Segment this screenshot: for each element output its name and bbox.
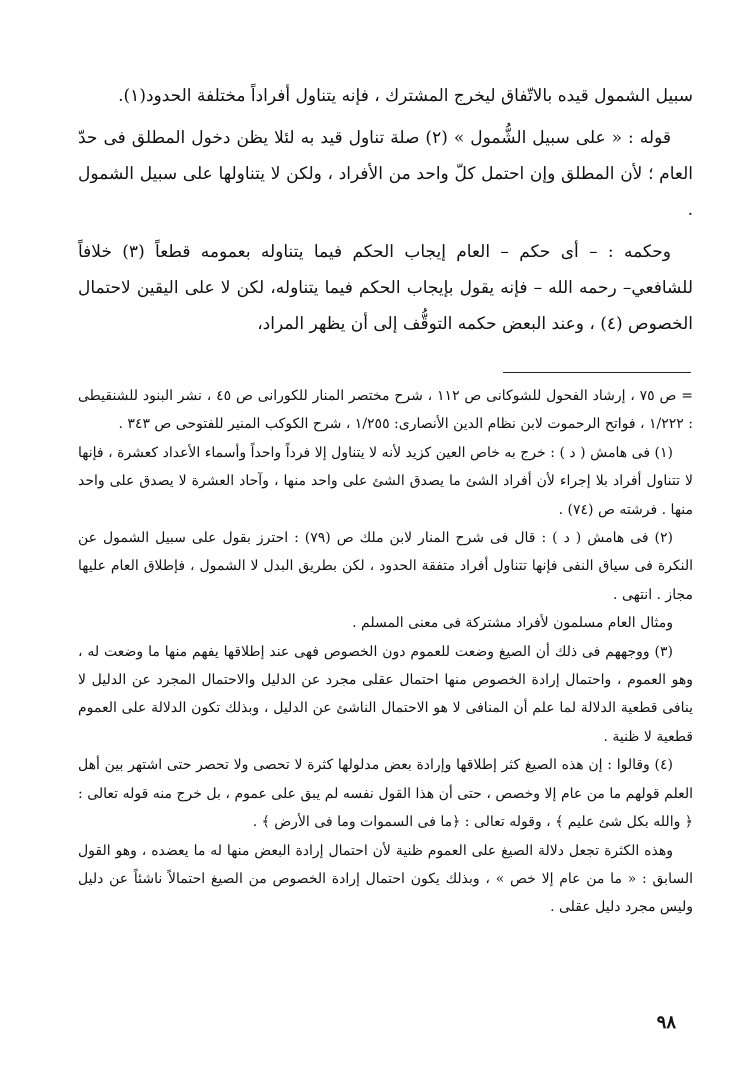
main-paragraph-2: قوله : « على سبيل الشُّمول » (٢) صلة تناول قيد به لئلا يظن دخول المطلق فى حدّ العام ؛ لأن المطلق وإن احتمل كلّ واحد من الأفراد ، ولكن لا يتناولها على سبيل الشمول . [78, 128, 693, 220]
footnote-2: (٢) فى هامش ( د ) : قال فى شرح المنار لابن ملك ص (٧٩) : احترز بقول على سبيل الشمول عن النكرة فى سياق النفى فإنها تتناول أفراد متفقة الحدود ، لكن بطريق البدل لا الشمول ، فإطلاق العام عليها مجاز . انتهى . [78, 530, 693, 603]
footnote-4-addendum: وهذه الكثرة تجعل دلالة الصيغ على العموم ظنية لأن احتمال إرادة البعض منها له ما يعضده ، وهو القول السابق : « ما من عام إلا خص » ، وبذلك يكون احتمال إرادة الخصوص من الصيغ احتمالاً ناشئاً عن دليل وليس مجرد دليل عقلى . [78, 842, 693, 916]
footnotes [78, 382, 693, 922]
main-paragraph-3: وحكمه : – أى حكم – العام إيجاب الحكم فيما يتناوله بعمومه قطعاً (٣) خلافاً للشافعي– رحمه الله – فإنه يقول بإيجاب الحكم فيما يتناوله، لكن لا على اليقين لاحتمال الخصوص (٤) ، وعند البعض حكمه التوقُّف إلى أن يظهر المراد، [78, 242, 693, 334]
footnote-separator [503, 372, 691, 373]
footnote-continuation: = ص ٧٥ ، إرشاد الفحول للشوكانى ص ١١٢ ، شرح مختصر المنار للكورانى ص ٤٥ ، نشر البنود للشنقيطى : ١/٢٢٢ ، فواتح الرحموت لابن نظام الدين الأنصارى: ١/٢٥٥ ، شرح الكوكب المنير للفتوحى ص ٣٤٣ . [78, 388, 694, 433]
footnote-3: (٣) ووجههم فى ذلك أن الصيغ وضعت للعموم دون الخصوص فهى عند إطلاقها يفهم منها ما وضعت له ، وهو العموم ، واحتمال إرادة الخصوص منها احتمال عقلى مجرد عن الدليل والاحتمال المجرد عن الدليل لا ينافى قطعية الدلالة لما علم أن المنافى لا هو الاحتمال الناشئ عن الدليل ، وبذلك تكون الدلالة على العموم قطعية لا ظنية . [78, 643, 693, 745]
main-text [78, 78, 693, 348]
footnote-1: (١) فى هامش ( د ) : خرج به خاص العين كزيد لأنه لا يتناول إلا فرداً واحداً وأسماء الأعداد كعشرة ، فإنها لا تتناول أفراد بلا إجراء لأن أفراد الشئ ما يصدق الشئ على واحد منها ، وآحاد العشرة لا يصدق على واحد منها . فرشته ص (٧٤) . [78, 444, 693, 518]
main-paragraph-1: سبيل الشمول قيده بالاتّفاق ليخرج المشترك ، فإنه يتناول أفراداً مختلفة الحدود(١). [118, 86, 693, 106]
page-number: ٩٨ [656, 1012, 676, 1033]
footnote-4: (٤) وقالوا : إن هذه الصيغ كثر إطلاقها وإرادة بعض مدلولها كثرة لا تحصى ولا تحصر حتى اشتهر بين أهل العلم قولهم ما من عام إلا وخصص ، حتى أن هذا القول نفسه لم يبق على عموم ، بل خرج منه قوله تعالى : ﴿ والله بكل شئ عليم ﴾ ، وقوله تعالى : ﴿ما فى السموات وما فى الأرض ﴾ . [78, 757, 693, 831]
footnote-2-addendum: ومثال العام مسلمون لأفراد مشتركة فى معنى المسلم . [352, 615, 673, 632]
